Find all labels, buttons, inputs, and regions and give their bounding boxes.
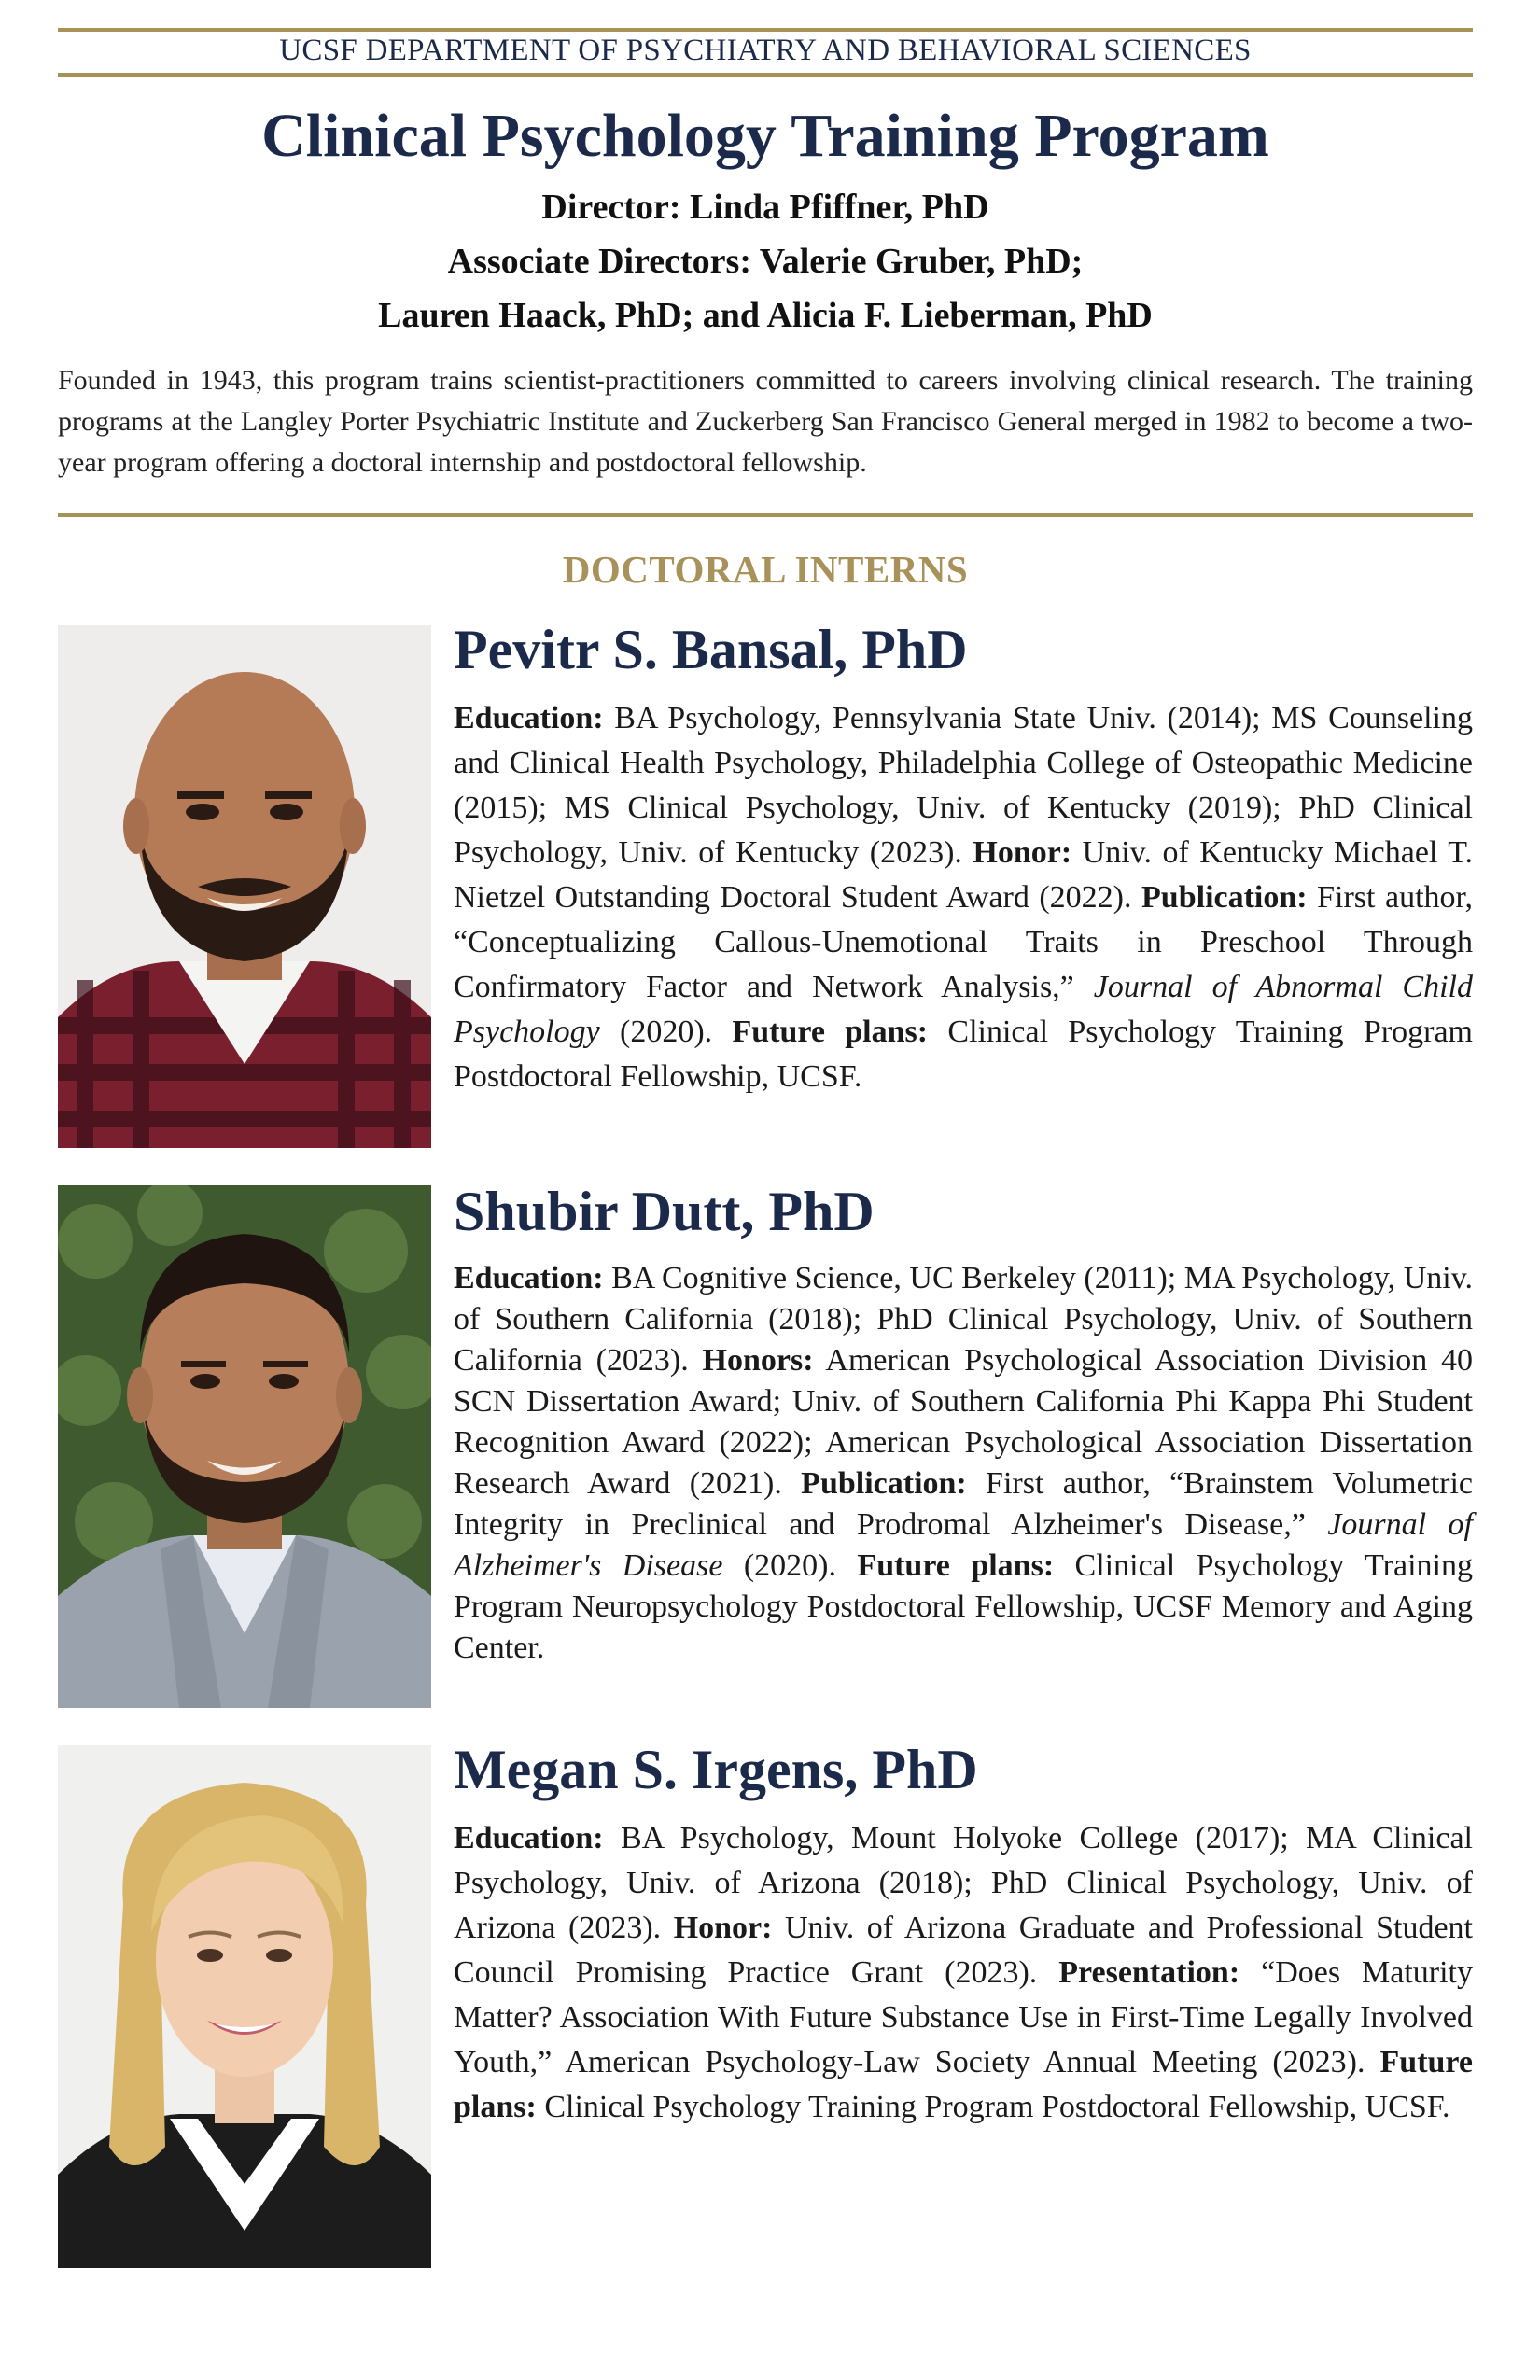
page-title: Clinical Psychology Training Program xyxy=(261,102,1269,170)
portrait-photo-bansal xyxy=(58,625,431,1148)
associate-directors-line-2: Lauren Haack, PhD; and Alicia F. Lieberman, PhD xyxy=(378,296,1153,335)
intern-name: Megan S. Irgens, PhD xyxy=(454,1739,978,1800)
publication-text: First author, “Conceptualizing Callous-Unemotional Traits in Preschool Through Confirmatory Factor and Network Analysis,” xyxy=(454,880,1474,1004)
future-plans-text: Clinical Psychology Training Program Postdoctoral Fellowship, UCSF. xyxy=(536,2090,1450,2124)
section-rule xyxy=(58,513,1473,517)
future-plans-text: Clinical Psychology Training Program Neuropsychology Postdoctoral Fellowship, UCSF Memory and Aging Center. xyxy=(454,1548,1473,1665)
presentation-text: “Does Maturity Matter? Association With Future Substance Use in First-Time Legally Involved Youth,” American Psychology-Law Society Annual Meeting (2023). xyxy=(454,1955,1474,2079)
intern-bio xyxy=(454,1816,1473,2130)
future-plans-label: Future plans: xyxy=(857,1548,1055,1583)
portrait-photo-irgens xyxy=(58,1745,431,2268)
education-label: Education: xyxy=(454,1261,604,1295)
intern-name: Pevitr S. Bansal, PhD xyxy=(454,619,968,680)
section-heading: DOCTORAL INTERNS xyxy=(562,548,969,591)
education-text: BA Cognitive Science, UC Berkeley (2011); MA Psychology, Univ. of Southern California (2018); PhD Clinical Psychology, Univ. of Southern California (2023). xyxy=(454,1261,1473,1378)
future-plans-label: Future plans: xyxy=(454,2045,1473,2124)
publication-text: First author, “Brainstem Volumetric Integrity in Preclinical and Prodromal Alzheimer's Disease,” xyxy=(454,1466,1473,1542)
future-plans-text: Clinical Psychology Training Program Postdoctoral Fellowship, UCSF. xyxy=(454,1015,1473,1094)
education-label: Education: xyxy=(454,701,604,735)
journal-title: Journal of Alzheimer's Disease xyxy=(454,1507,1474,1583)
associate-directors-line-1: Associate Directors: Valerie Gruber, PhD; xyxy=(447,242,1084,281)
honor-text: Univ. of Kentucky Michael T. Nietzel Outstanding Doctoral Student Award (2022). xyxy=(454,835,1473,915)
publication-label: Publication: xyxy=(1141,880,1308,915)
honors-text: American Psychological Association Division 40 SCN Dissertation Award; Univ. of Southern California Phi Kappa Phi Student Recognition Award (2022); American Psychological Association Dissertation Research Award (2021). xyxy=(454,1343,1474,1501)
publication-year: (2020). xyxy=(722,1548,858,1583)
portrait-photo-dutt xyxy=(58,1185,431,1708)
intern-bio xyxy=(454,1258,1473,1669)
intern-bio xyxy=(454,696,1473,1099)
program-intro: Founded in 1943, this program trains scientist-practitioners committed to careers involving clinical research. The training programs at the Langley Porter Psychiatric Institute and Zuckerberg San Francisco General merged in 1982 to become a two-year program offering a doctoral internship and postdoctoral fellowship. xyxy=(58,365,1473,478)
intern-name: Shubir Dutt, PhD xyxy=(454,1181,875,1242)
future-plans-label: Future plans: xyxy=(732,1015,929,1049)
honors-label: Honors: xyxy=(702,1343,814,1378)
honor-text: Univ. of Arizona Graduate and Professional Student Council Promising Practice Grant (2023). xyxy=(454,1911,1473,1990)
journal-title: Journal of Abnormal Child Psychology xyxy=(454,970,1473,1049)
top-rule xyxy=(58,28,1473,32)
honor-label: Honor: xyxy=(973,835,1072,870)
honor-label: Honor: xyxy=(673,1911,773,1945)
publication-label: Publication: xyxy=(801,1466,967,1501)
education-label: Education: xyxy=(454,1821,604,1855)
education-text: BA Psychology, Mount Holyoke College (2017); MA Clinical Psychology, Univ. of Arizona (2018); PhD Clinical Psychology, Univ. of Arizona (2023). xyxy=(454,1821,1473,1945)
education-text: BA Psychology, Pennsylvania State Univ. (2014); MS Counseling and Clinical Health Psychology, Philadelphia College of Osteopathic Medicine (2015); MS Clinical Psychology, Univ. of Kentucky (2019); PhD Clinical Psychology, Univ. of Kentucky (2023). xyxy=(454,701,1473,870)
presentation-label: Presentation: xyxy=(1058,1955,1240,1990)
director-line: Director: Linda Pfiffner, PhD xyxy=(541,188,989,227)
header-rule xyxy=(58,73,1473,77)
department-name: UCSF DEPARTMENT OF PSYCHIATRY AND BEHAVIORAL SCIENCES xyxy=(279,34,1252,67)
publication-year: (2020). xyxy=(599,1015,733,1049)
